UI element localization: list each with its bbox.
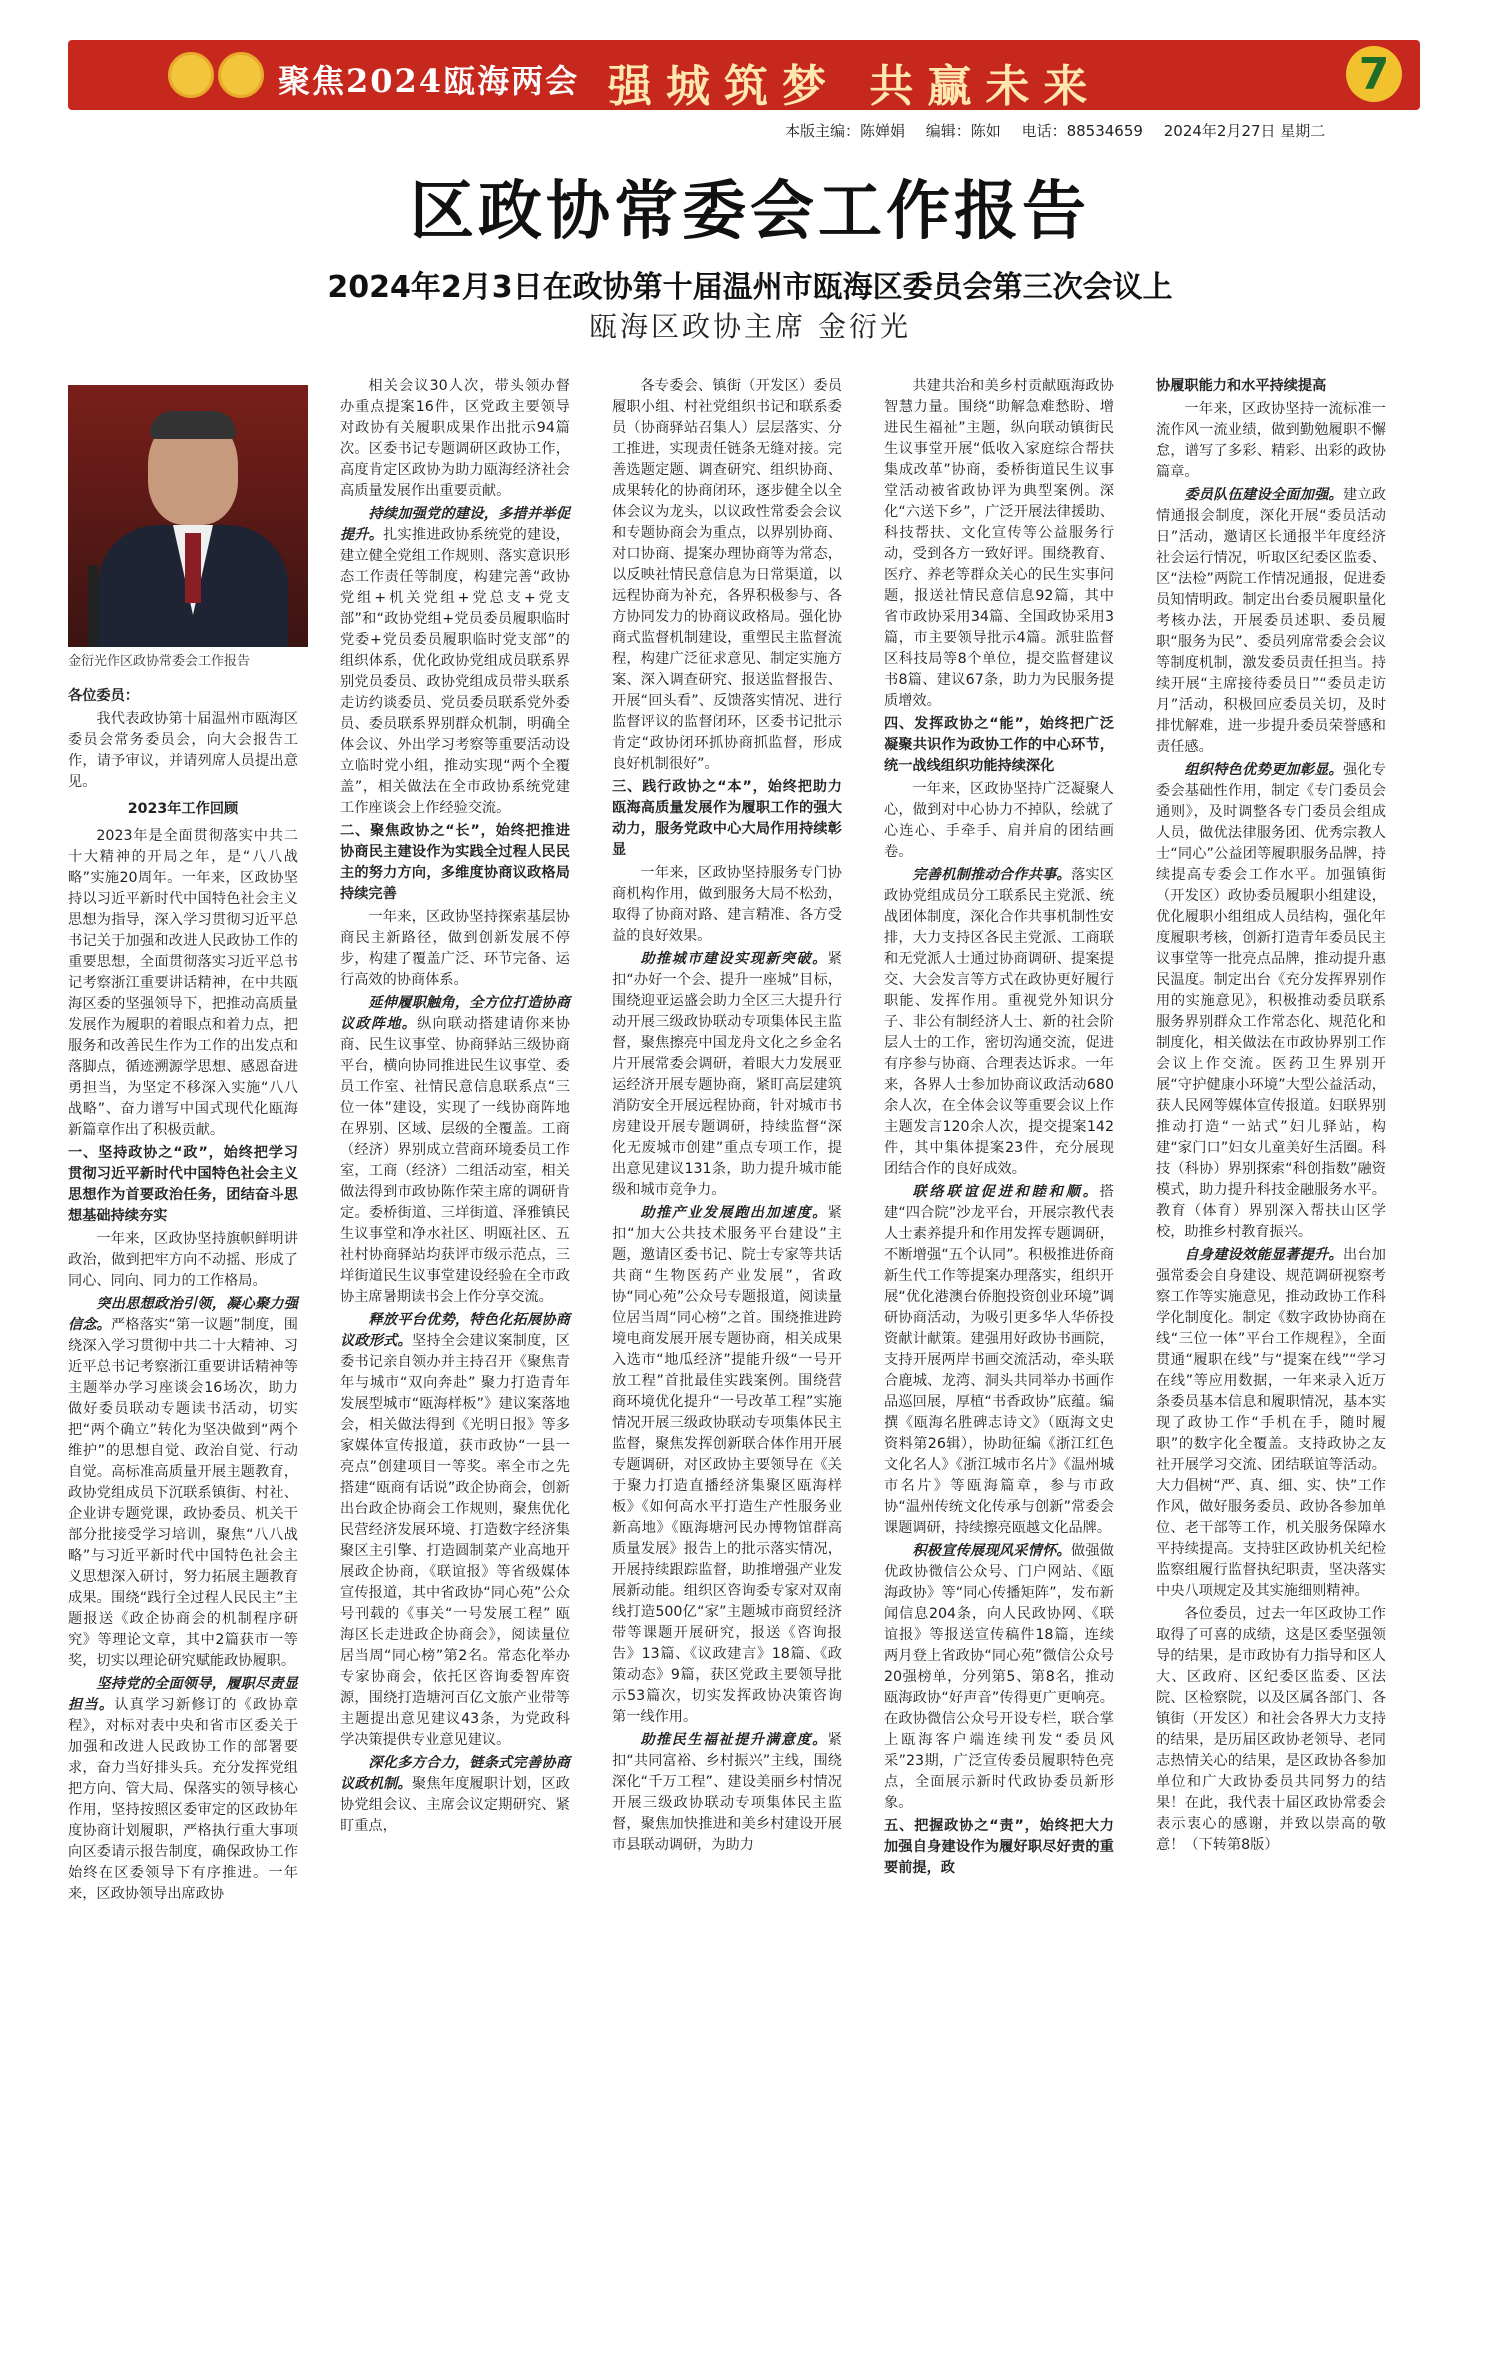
paragraph-lead: 持续加强党的建设，多措并举促提升。 [340,506,570,543]
paragraph-lead: 自身建设效能显著提升。 [1184,1247,1343,1263]
paragraph [1156,485,1386,758]
paragraph-text: 一年来，区政协坚持探索基层协商民主新路径，做到创新发展不停步，构建了覆盖广泛、环节完备、运行高效的协商体系。 [340,909,570,988]
paragraph-text: 五、把握政协之“责”，始终把大力加强自身建设作为履好职尽好责的重要前提，政 [884,1818,1114,1876]
paragraph [68,1674,298,1905]
paragraph-lead: 助推民生福祉提升满意度。 [640,1732,828,1748]
page-number-badge: 7 [1346,46,1402,102]
paragraph-text: 2023年是全面贯彻落实中共二十大精神的开局之年，是“八八战略”实施20周年。一年来，区政协坚持以习近平新时代中国特色社会主义思想为指导，深入学习贯彻习近平总书记关于加强和改进人民政协工作的重要思想，全面贯彻落实习近平总书记考察浙江重要讲话精神，在中共瓯海区委的坚强领导下，把推动高质量发展作为履职的着眼点和着力点，把服务和改善民生作为工作的出发点和落脚点，循迹溯源学思想、感恩奋进勇担当，为坚定不移深入实施“八八战略”、奋力谱写中国式现代化瓯海新篇章作出了积极贡献。 [68,828,298,1138]
paragraph [68,1294,298,1672]
page-banner [68,40,1420,110]
phone: 电话：88534659 [1021,122,1143,140]
paragraph-lead: 委员队伍建设全面加强。 [1184,487,1343,503]
paragraph-text: 四、发挥政协之“能”，始终把广泛凝聚共识作为政协工作的中心环节，统一战线组织功能持续深化 [884,716,1114,774]
paragraph [1156,399,1386,483]
paragraph-text: 做强做优政协微信公众号、门户网站、《瓯海政协》等“同心传播矩阵”，发布新闻信息204条，向人民政协网、《联谊报》等报送宣传稿件18篇，连续两月登上省政协“同心苑”微信公众号20强榜单，分列第5、第8名，推动瓯海政协“好声音”传得更广更响亮。在政协微信公众号开设专栏，联合掌上瓯海客户端连续刊发“委员风采”23期，广泛宣传委员履职特色亮点，全面展示新时代政协委员新形象。 [884,1543,1114,1811]
banner-slogan: 强城筑梦 共赢未来 [608,61,1102,110]
paragraph-text: 聚焦年度履职计划，区政协党组会议、主席会议定期研究、紧盯重点， [340,1776,570,1834]
paragraph-lead: 组织特色优势更加彰显。 [1184,762,1343,778]
paragraph-text: 建立政情通报会制度，深化开展“委员活动日”活动，邀请区长通报半年度经济社会运行情况，听取区纪委区监委、区“法检”两院工作情况通报，促进委员知情明政。制定出台委员履职量化考核办法，开展委员述职、委员履职“服务为民”、委员列席常委会会议等制度机制，激发委员责任担当。持续开展“主席接待委员日”“委员走访月”活动，积极回应委员关切，及时排忧解难，进一步提升委员荣誉感和责任感。 [1156,487,1386,755]
paragraph-lead: 突出思想政治引领，凝心聚力强信念。 [68,1296,298,1333]
issue-date: 2024年2月27日 星期二 [1163,122,1326,140]
paragraph-text: 共建共治和美乡村贡献瓯海政协智慧力量。围绕“助解急难愁盼、增进民生福祉”主题，纵向联动镇街民生议事堂开展“低收入家庭综合帮扶集成改革”协商，委桥街道民生议事堂活动被省政协评为典型案例。深化“六送下乡”，广泛开展法律援助、科技帮扶、文化宣传等公益服务行动，受到各方一致好评。围绕教育、医疗、养老等群众关心的民生实事问题，报送社情民意信息92篇，其中省市政协采用34篇、全国政协采用3篇，市主要领导批示4篇。派驻监督区科技局等8个单位，提交监督建议书8篇、建议67条，助力为民服务提质增效。 [884,378,1114,709]
paragraph [340,1753,570,1837]
paragraph [1156,760,1386,1243]
paragraph-lead: 延伸履职触角，全方位打造协商议政阵地。 [340,995,570,1032]
paragraph-text: 出台加强常委会自身建设、规范调研视察考察工作等实施意见，推动政协工作科学化制度化。制定《数字政协协商在线“三位一体”平台工作规程》，全面贯通“履职在线”与“提案在线”“学习在线”等应用数据，一年来录入近万条委员基本信息和履职情况，基本实现了政协工作“手机在手，随时履职”的数字化全覆盖。支持政协之友社开展学习交流、团结联谊等活动。大力倡树“严、真、细、实、快”工作作风，做好服务委员、政协各参加单位、老干部等工作，机关服务保障水平持续提高。支持驻区政协机关纪检监察组履行监督执纪职责，坚决落实中央八项规定及其实施细则精神。 [1156,1247,1386,1599]
paragraph-text: 一年来，区政协坚持一流标准一流作风一流业绩，做到勤勉履职不懈怠，谱写了多彩、精彩、出彩的政协篇章。 [1156,401,1386,480]
paragraph-lead: 助推城市建设实现新突破。 [640,951,828,967]
text-column-4 [884,376,1114,1881]
paragraph-text: 三、践行政协之“本”，始终把助力瓯海高质量发展作为履职工作的强大动力，服务党政中心大局作用持续彰显 [612,779,842,858]
paragraph-text: 一、坚持政协之“政”，始终把学习贯彻习近平新时代中国特色社会主义思想作为首要政治任务，团结奋斗思想基础持续夯实 [68,1145,298,1224]
photo-caption: 金衍光作区政协常委会工作报告 [68,654,251,669]
text-column-3 [612,376,842,1858]
paragraph-text: 扎实推进政协系统党的建设，建立健全党组工作规则、落实意识形态工作责任等制度，构建完善“政协党组+机关党组+党总支+党支部”和“政协党组+党员委员履职临时党委+党员委员履职临时党支部”的组织体系，优化政协党组成员联系界别党员委员、政协党组成员带头联系走访约谈委员、党员委员联系党外委员、委员联系界别群众机制，明确全体会议、外出学习考察等重要活动设立临时党小组，推动实现“两个全覆盖”，相关做法在全市政协系统党建工作座谈会上作经验交流。 [340,527,570,816]
paragraph-lead: 深化多方合力，链条式完善协商议政机制。 [340,1755,570,1792]
paragraph-lead: 助推产业发展跑出加速度。 [640,1205,828,1221]
paragraph-text: 强化专委会基础性作用，制定《专门委员会通则》，及时调整各专门委员会组成人员，做优法律服务团、优秀宗教人士“同心”公益团等履职服务品牌，持续提高专委会工作水平。加强镇街（开发区）政协委员履职小组建设，优化履职小组组成人员结构，强化年度履职考核，创新打造青年委员民主议事堂等一批亮点品牌，推动提升惠民温度。制定出台《充分发挥界别作用的实施意见》，积极推动委员联系服务界别群众工作常态化、规范化和制度化，相关做法在市政协界别工作会议上作交流。医药卫生界别开展“守护健康小环境”大型公益活动，获人民网等媒体宣传报道。妇联界别推动打造“一站式”妇儿驿站，构建“家门口”妇女儿童美好生活圈。科技（科协）界别探索“科创指数”融资模式，助力提升科技金融服务水平。教育（体育）界别深入帮扶山区学校，助推乡村教育振兴。 [1156,762,1386,1240]
paragraph-lead: 坚持党的全面领导，履职尽责显担当。 [68,1676,298,1713]
text-column-5 [1156,376,1386,1858]
section-heading [340,821,570,905]
banner-title: 聚焦2024瓯海两会 [278,62,580,100]
paragraph [1156,1245,1386,1602]
paragraph [884,1541,1114,1814]
paragraph-lead: 完善机制推动合作共事。 [912,867,1071,883]
paragraph-lead: 积极宣传展现风采情怀。 [912,1543,1071,1559]
paragraph-text: 各位委员，过去一年区政协工作取得了可喜的成绩，这是区委坚强领导的结果，是市政协有力指导和区人大、区政府、区纪委区监委、区法院、区检察院，以及区属各部门、各镇街（开发区）和社会各界大力支持的结果，是历届区政协老领导、老同志热情关心的结果，是区政协各参加单位和广大政协委员共同努力的结果！在此，我代表十届区政协常委会表示衷心的感谢，并致以崇高的敬意！（下转第8版） [1156,1606,1386,1853]
paragraph-text: 协履职能力和水平持续提高 [1156,378,1327,394]
paragraph-text: 搭建“四合院”沙龙平台，开展宗教代表人士素养提升和作用发挥专题调研，不断增强“五个认同”。积极推进侨商新生代工作等提案办理落实，组织开展“优化港澳台侨胞投资创业环境”调研协商活动，为吸引更多华人华侨投资献计献策。建强用好政协书画院，支持开展两岸书画交流活动，牵头联合鹿城、龙湾、洞头共同举办书画作品巡回展，厚植“书香政协”底蕴。编撰《瓯海名胜碑志诗文》（瓯海文史资料第26辑），协助征编《浙江红色文化名人》《浙江城市名片》《温州城市名片》等瓯海篇章，参与市政协“温州传统文化传承与创新”常委会课题调研，持续擦亮瓯越文化品牌。 [884,1184,1114,1536]
paragraph [340,376,570,502]
section-title [68,799,298,820]
paragraph [68,1229,298,1292]
text-column-1 [68,686,298,1907]
paragraph-text: 相关会议30人次，带头领办督办重点提案16件，区党政主要领导对政协有关履职成果作出批示94篇次。区委书记专题调研区政协工作，高度肯定区政协为助力瓯海经济社会高质量发展作出重要贡献。 [340,378,570,499]
paragraph-text: 一年来，区政协坚持服务专门协商机构作用，做到服务大局不松劲，取得了协商对路、建言精准、各方受益的良好效果。 [612,865,842,944]
section-heading [1156,376,1386,397]
paragraph-text: 各位委员： [68,688,139,704]
article-title: 区政协常委会工作报告 [410,174,1090,249]
paragraph [612,1730,842,1856]
paragraph-text: 纵向联动搭建请你来协商、民生议事堂、协商驿站三级协商平台，横向协同推进民生议事堂、委员工作室、社情民意信息联系点“三位一体”建设，实现了一线协商阵地在界别、区域、层级的全覆盖。工商（经济）界别成立营商环境委员工作室，工商（经济）二组活动室，相关做法得到市政协陈作荣主席的调研肯定。委桥街道、三垟街道、泽雅镇民生议事堂和净水社区、明瓯社区、五社村协商驿站均获评市级示范点，三垟街道民生议事堂建设经验在全市政协主席暑期读书会上作分享交流。 [340,1016,570,1305]
paragraph [612,376,842,775]
paragraph-text: 各专委会、镇街（开发区）委员履职小组、村社党组织书记和联系委员（协商驿站召集人）层层落实、分工推进，实现责任链条无缝对接。完善选题定题、调查研究、组织协商、成果转化的协商闭环，逐步健全以全体会议为龙头，以议政性常委会会议和专题协商会为重点，以界别协商、对口协商、提案办理协商等为常态，以反映社情民意信息为日常渠道，以远程协商为补充，各界积极参与、各方协同发力的协商议政格局。强化协商式监督机制建设，重塑民主监督流程，构建广泛征求意见、制定实施方案、深入调查研究、报送监督报告、开展“回头看”、反馈落实情况、进行监督评议的监督闭环，区委书记批示肯定“政协闭环抓协商抓监督，形成良好机制很好”。 [612,378,842,772]
speaker-photo [68,385,308,647]
paragraph-lead: 释放平台优势，特色化拓展协商议政形式。 [340,1312,570,1349]
paragraph [68,826,298,1141]
paragraph-text: 一年来，区政协坚持旗帜鲜明讲政治，做到把牢方向不动摇、形成了同心、同向、同力的工作格局。 [68,1231,298,1289]
section-heading [612,777,842,861]
paragraph [884,865,1114,1180]
section-heading [68,1143,298,1227]
paragraph [340,504,570,819]
party-emblem-icon [168,52,214,98]
paragraph [884,779,1114,863]
paragraph-text: 二、聚焦政协之“长”，始终把推进协商民主建设作为实践全过程人民民主的努力方向，多维度协商议政格局持续完善 [340,823,570,902]
section-heading [884,1816,1114,1879]
paragraph-text: 严格落实“第一议题”制度，围绕深入学习贯彻中共二十大精神、习近平总书记考察浙江重要讲话精神等主题举办学习座谈会16场次，助力做好委员联动专题读书活动，切实把“两个确立”转化为坚决做到“两个维护”的思想自觉、政治自觉、行动自觉。高标准高质量开展主题教育，政协党组成员下沉联系镇街、村社、企业讲专题党课，政协委员、机关干部分批接受学习培训，聚焦“八八战略”与习近平新时代中国特色社会主义思想深入研讨，努力拓展主题教育成果。围绕“践行全过程人民民主”主题报送《政企协商会的机制程序研究》等理论文章，其中2篇获市一等奖，切实以理论研究赋能政协履职。 [68,1317,298,1669]
masthead-meta [785,120,1341,141]
paragraph-text: 紧扣“加大公共技术服务平台建设”主题，邀请区委书记、院士专家等共话共商“生物医药产业发展”，省政协“同心苑”公众号专题报道，阅读量位居当周“同心榜”之首。围绕推进跨境电商发展开展专题协商，相关成果入选市“地瓜经济”提能升级“一号开放工程”首批最佳实践案例。围绕营商环境优化提升“一号改革工程”实施情况开展三级政协联动专项集体民主监督，聚焦发挥创新联合体作用开展专题调研，对区政协主要领导在《关于聚力打造直播经济集聚区瓯海样板》《如何高水平打造生产性服务业新高地》《瓯海塘河民办博物馆群高质量发展》报告上的批示落实情况，开展持续跟踪监督，助推增强产业发展新动能。组织区咨询委专家对双南线打造500亿“家”主题城市商贸经济带等课题开展研究，报送《咨询报告》13篇、《议政建言》18篇、《政策动态》9篇，获区党政主要领导批示53篇次，切实发挥政协决策咨询第一线作用。 [612,1205,842,1725]
section-heading [884,714,1114,777]
paragraph-text: 紧扣“共同富裕、乡村振兴”主线，围绕深化“千万工程”、建设美丽乡村情况开展三级政协联动专项集体民主监督，聚焦加快推进和美乡村建设开展市县联动调研，为助力 [612,1732,842,1853]
paragraph [612,1203,842,1728]
paragraph [612,863,842,947]
section-heading [68,686,298,707]
editor-in-chief: 本版主编：陈婵娟 [785,122,906,140]
paragraph [1156,1604,1386,1856]
paragraph-text: 我代表政协第十届温州市瓯海区委员会常务委员会，向大会报告工作，请予审议，并请列席人员提出意见。 [68,711,298,790]
paragraph [884,1182,1114,1539]
text-column-2 [340,376,570,1839]
article-byline: 瓯海区政协主席 金衍光 [589,310,911,343]
paragraph [68,709,298,793]
paragraph-text: 紧扣“办好一个会、提升一座城”目标，围绕迎亚运盛会助力全区三大提升行动开展三级政协联动专项集体民主监督，聚焦擦亮中国龙舟文化之乡金名片开展常委会调研，着眼大力发展亚运经济开展专题协商，紧盯高层建筑消防安全开展远程协商，针对城市书房建设开展专题调研，持续监督“深化无废城市创建”重点专项工作，提出意见建议131条，助力提升城市能级和城市竞争力。 [612,951,842,1198]
paragraph [612,949,842,1201]
editor: 编辑：陈如 [925,122,1001,140]
paragraph [340,993,570,1308]
paragraph-text: 坚持全会建议案制度，区委书记亲自领办并主持召开《聚焦青年与城市“双向奔赴” 聚力打造青年发展型城市“瓯海样板”》建议案落地会，相关做法得到《光明日报》等多家媒体宣传报道，获市政协“一县一亮点”创建项目一等奖。率全市之先搭建“瓯商有话说”政企协商会，创新出台政企协商会工作规则，聚焦优化民营经济发展环境、打造数字经济集聚区主引擎、打造圆制菜产业高地开展政企协商，《联谊报》等省级媒体宣传报道，其中省政协“同心苑”公众号刊载的《事关“一号发展工程” 瓯海区长走进政企协商会》，阅读量位居当周“同心榜”第2名。常态化举办专家协商会，依托区咨询委智库资源，围绕打造塘河百亿文旅产业带等主题提出意见建议43条，为党政科学决策提供专业意见建议。 [340,1333,570,1748]
paragraph-text: 落实区政协党组成员分工联系民主党派、统战团体制度，深化合作共事机制性安排，大力支持区各民主党派、工商联和无党派人士通过协商调研、提案提交、大会发言等方式在政协更好履行职能、发挥作用。重视党外知识分子、非公有制经济人士、新的社会阶层人士的工作，密切沟通交流，促进有序参与协商、合理表达诉求。一年来，各界人士参加协商议政活动680余人次，在全体会议等重要会议上作主题发言120余人次，提交提案142件，其中集体提案23件，充分展现团结合作的良好成效。 [884,867,1114,1177]
cppcc-emblem-icon [218,52,264,98]
paragraph [340,1310,570,1751]
paragraph [884,376,1114,712]
paragraph [340,907,570,991]
paragraph-text: 一年来，区政协坚持广泛凝聚人心，做到对中心协力不掉队，绘就了心连心、手牵手、肩并肩的团结画卷。 [884,781,1114,860]
paragraph-text: 2023年工作回顾 [127,801,239,817]
article-subtitle: 2024年2月3日在政协第十届温州市瓯海区委员会第三次会议上 [327,270,1173,305]
paragraph-lead: 联络联谊促进和睦和顺。 [912,1184,1100,1200]
paragraph-text: 认真学习新修订的《政协章程》，对标对表中央和省市区委关于加强和改进人民政协工作的部署要求，奋力当好排头兵。充分发挥党组把方向、管大局、保落实的领导核心作用，坚持按照区委审定的区政协年度协商计划履职，严格执行重大事项向区委请示报告制度，确保政协工作始终在区委领导下有序推进。一年来，区政协领导出席政协 [68,1697,298,1902]
